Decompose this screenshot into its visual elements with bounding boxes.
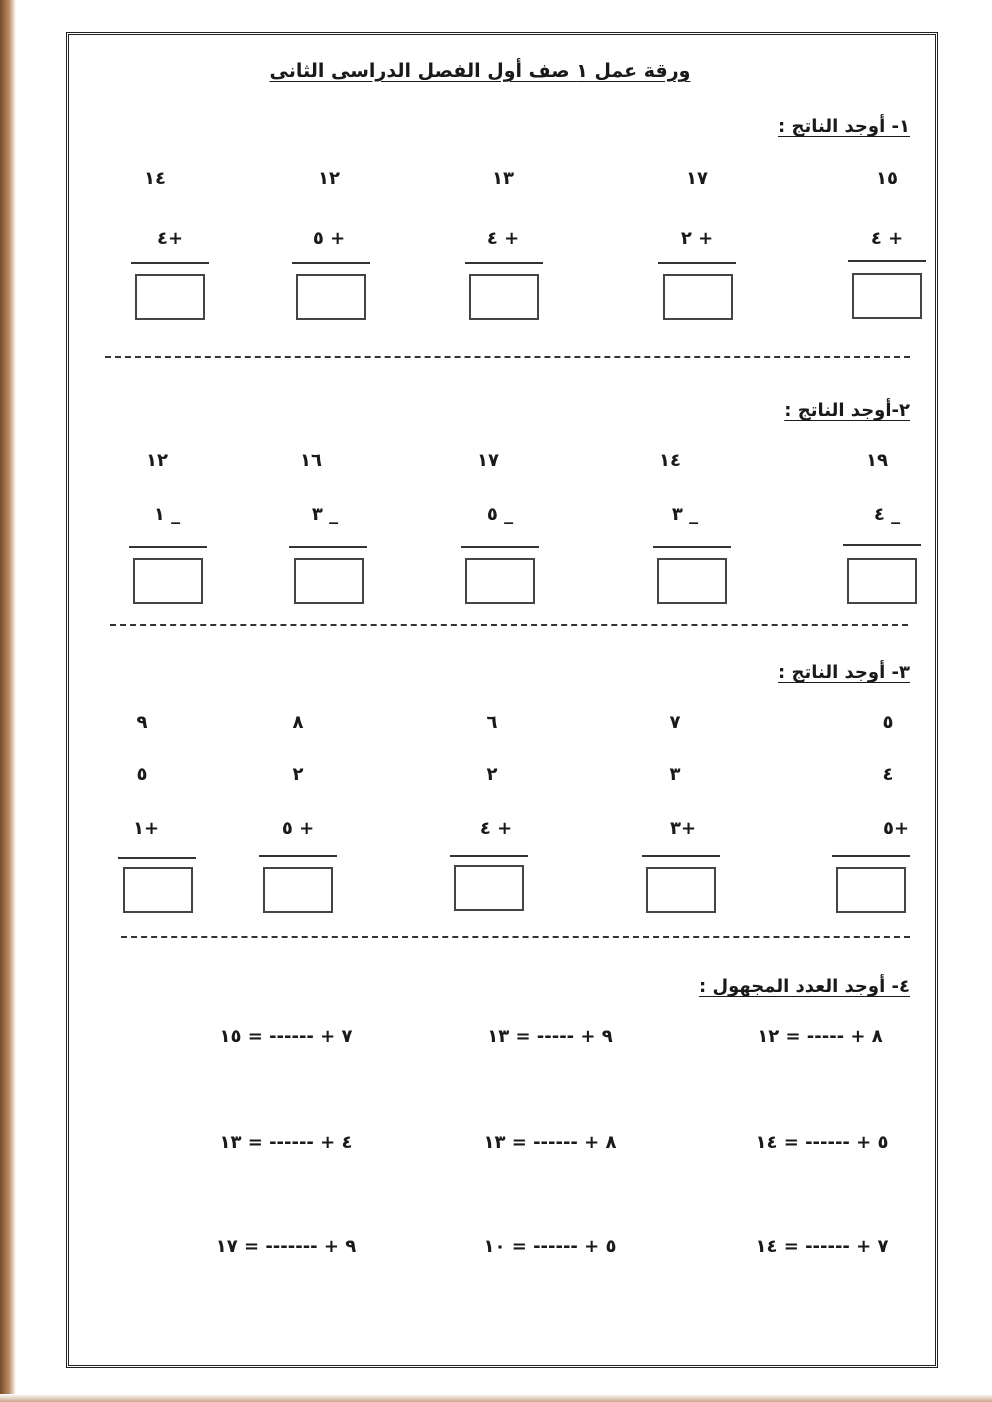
section-divider xyxy=(110,624,908,626)
s1-answer-line xyxy=(465,262,543,264)
s3-answer-box[interactable] xyxy=(454,865,524,911)
s2-operand: _ ٥ xyxy=(486,504,514,525)
unknown-number-equation: ٥ + ------ = ١٤ xyxy=(755,1132,889,1153)
s1-answer-line xyxy=(292,262,370,264)
s3-answer-box[interactable] xyxy=(123,867,193,913)
s1-top-number: ١٤ xyxy=(144,168,166,189)
s2-answer-line xyxy=(129,546,207,548)
s3-first-number: ٧ xyxy=(669,712,681,733)
s1-top-number: ١٧ xyxy=(686,168,708,189)
s1-operand: + ٢ xyxy=(680,228,714,249)
section-divider xyxy=(121,936,910,938)
s3-operand: + ٤ xyxy=(479,818,513,839)
s3-second-number: ٥ xyxy=(136,764,148,785)
s3-answer-line xyxy=(450,855,528,857)
s3-answer-box[interactable] xyxy=(263,867,333,913)
unknown-number-equation: ٩ + ----- = ١٣ xyxy=(487,1026,613,1047)
unknown-number-equation: ٨ + ------ = ١٣ xyxy=(483,1132,617,1153)
s3-answer-box[interactable] xyxy=(646,867,716,913)
s1-answer-box[interactable] xyxy=(135,274,205,320)
section-divider xyxy=(105,356,910,358)
s2-operand: _ ١ xyxy=(153,504,181,525)
s2-top-number: ١٤ xyxy=(659,450,681,471)
s1-operand: + ٤ xyxy=(486,228,520,249)
s3-operand: +٣ xyxy=(669,818,697,839)
s3-first-number: ٦ xyxy=(486,712,498,733)
s3-second-number: ٣ xyxy=(669,764,681,785)
page-edge-left xyxy=(0,0,16,1402)
s1-operand: + ٥ xyxy=(312,228,346,249)
s1-answer-line xyxy=(131,262,209,264)
unknown-number-equation: ٧ + ------ = ١٥ xyxy=(219,1026,353,1047)
unknown-number-equation: ٧ + ------ = ١٤ xyxy=(755,1236,889,1257)
s1-top-number: ١٥ xyxy=(876,168,898,189)
s3-second-number: ٢ xyxy=(486,764,498,785)
s3-answer-line xyxy=(118,857,196,859)
s3-answer-line xyxy=(259,855,337,857)
s3-first-number: ٩ xyxy=(136,712,148,733)
unknown-number-equation: ٩ + ------- = ١٧ xyxy=(215,1236,357,1257)
s2-top-number: ١٦ xyxy=(300,450,322,471)
s2-top-number: ١٢ xyxy=(146,450,168,471)
s2-top-number: ١٩ xyxy=(866,450,888,471)
s3-operand: +١ xyxy=(132,818,160,839)
section3-heading: ٣- أوجد الناتج : xyxy=(778,662,910,683)
s2-operand: _ ٣ xyxy=(311,504,339,525)
section1-heading: ١- أوجد الناتج : xyxy=(778,116,910,137)
s2-answer-line xyxy=(461,546,539,548)
s1-answer-box[interactable] xyxy=(469,274,539,320)
s2-answer-box[interactable] xyxy=(133,558,203,604)
s3-second-number: ٤ xyxy=(882,764,894,785)
s1-answer-box[interactable] xyxy=(852,273,922,319)
s2-answer-line xyxy=(289,546,367,548)
section4-heading: ٤- أوجد العدد المجهول : xyxy=(699,976,910,997)
section2-heading: ٢-أوجد الناتج : xyxy=(784,400,910,421)
unknown-number-equation: ٨ + ----- = ١٢ xyxy=(757,1026,883,1047)
unknown-number-equation: ٤ + ------ = ١٣ xyxy=(219,1132,353,1153)
s1-answer-box[interactable] xyxy=(296,274,366,320)
s3-second-number: ٢ xyxy=(292,764,304,785)
s3-answer-line xyxy=(832,855,910,857)
s1-answer-box[interactable] xyxy=(663,274,733,320)
s2-answer-line xyxy=(653,546,731,548)
s3-answer-line xyxy=(642,855,720,857)
s3-operand: +٥ xyxy=(882,818,910,839)
s2-top-number: ١٧ xyxy=(477,450,499,471)
s2-answer-box[interactable] xyxy=(294,558,364,604)
s3-first-number: ٨ xyxy=(292,712,304,733)
s1-operand: +٤ xyxy=(156,228,184,249)
s1-operand: + ٤ xyxy=(870,228,904,249)
s3-answer-box[interactable] xyxy=(836,867,906,913)
s1-top-number: ١٣ xyxy=(492,168,514,189)
s1-answer-line xyxy=(848,260,926,262)
s2-operand: _ ٤ xyxy=(873,504,901,525)
s3-operand: + ٥ xyxy=(281,818,315,839)
page-title: ورقة عمل ١ صف أول الفصل الدراسى الثانى xyxy=(269,60,691,82)
s2-answer-box[interactable] xyxy=(465,558,535,604)
s2-answer-line xyxy=(843,544,921,546)
s2-operand: _ ٣ xyxy=(671,504,699,525)
unknown-number-equation: ٥ + ------ = ١٠ xyxy=(483,1236,617,1257)
page-edge-bottom xyxy=(0,1394,992,1402)
s1-top-number: ١٢ xyxy=(318,168,340,189)
s1-answer-line xyxy=(658,262,736,264)
s2-answer-box[interactable] xyxy=(657,558,727,604)
s3-first-number: ٥ xyxy=(882,712,894,733)
s2-answer-box[interactable] xyxy=(847,558,917,604)
